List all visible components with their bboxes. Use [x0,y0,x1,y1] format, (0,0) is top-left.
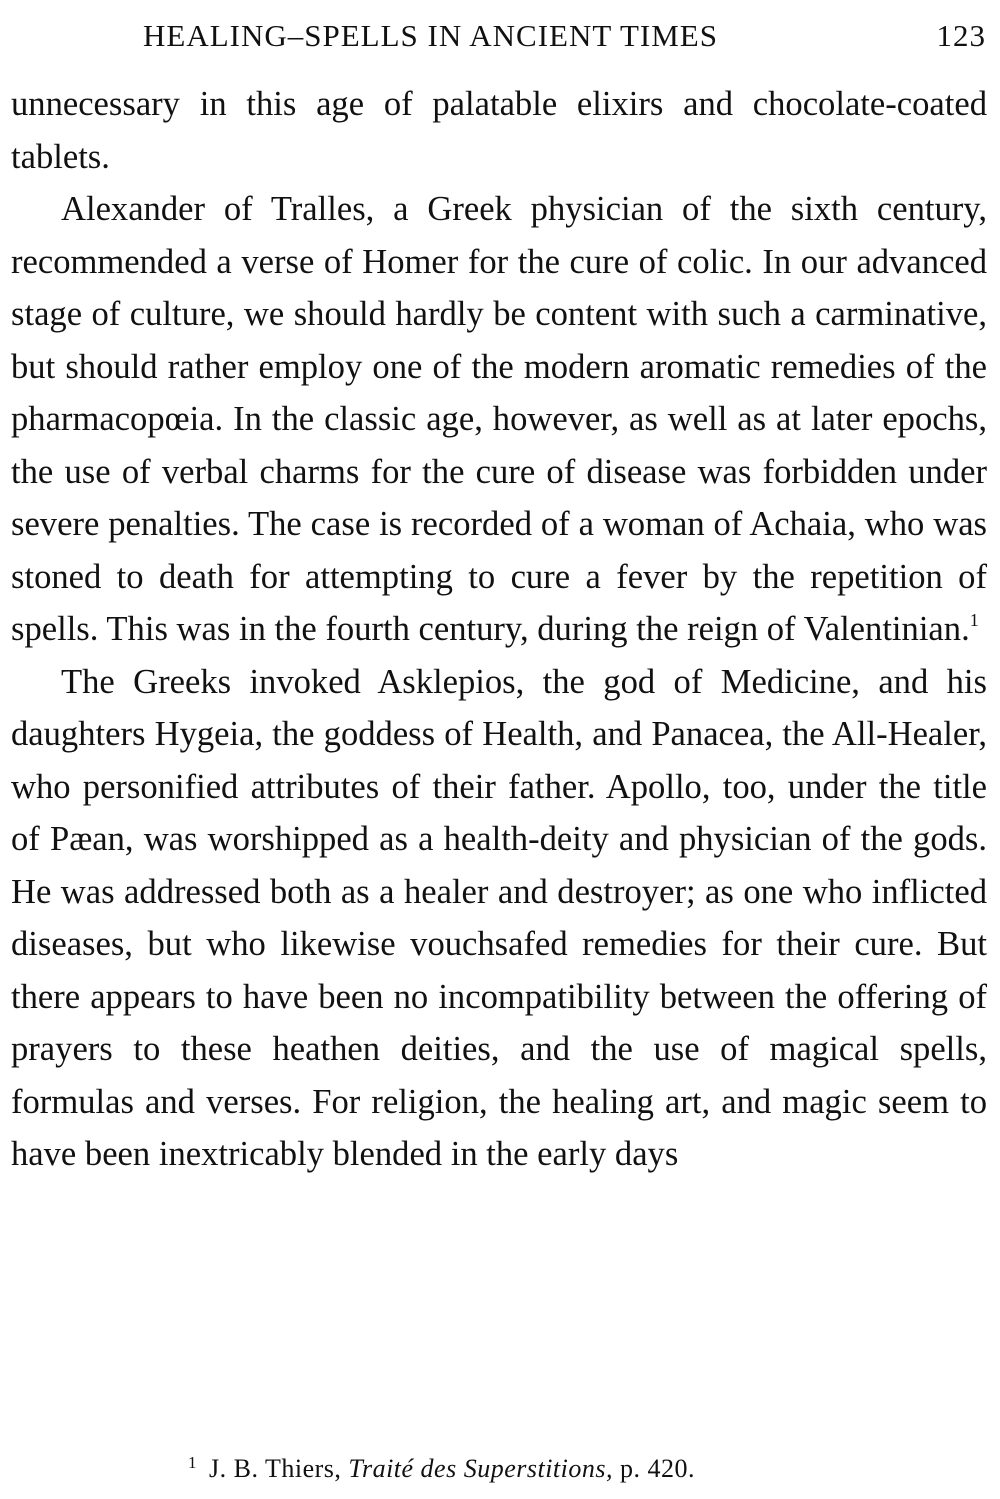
page-number: 123 [936,18,986,53]
body-text [11,78,987,1181]
running-head [0,14,1000,58]
footnote-title: Traité des Superstitions, [348,1454,613,1483]
paragraph-text: Alexander of Tralles, a Greek physician of the sixth century, recommended a verse of Homer for the cure of colic. In our advanced stage of culture, we should hardly be content with such a carminative, but should rather employ one of the modern aromatic remedies of the pharmacopœia. In the classic age, however, as well as at later epochs, the use of verbal charms for the cure of disease was forbidden under severe penalties. The case is recorded of a woman of Achaia, who was stoned to death for attempting to cure a fever by the repetition of spells. This was in the fourth century, during the reign of Valentinian. [11,190,987,648]
footnote-author: J. B. Thiers, [209,1454,342,1483]
paragraph-greeks [11,656,987,1181]
paragraph-continued [11,78,987,183]
running-title: HEALING–SPELLS IN ANCIENT TIMES [143,18,718,53]
footnote [188,1446,948,1486]
footnote-reference[interactable]: 1 [969,610,979,630]
footnote-page: p. 420. [620,1454,695,1483]
footnote-mark: 1 [188,1453,197,1472]
paragraph-alexander [11,183,987,656]
paragraph-text: The Greeks invoked Asklepios, the god of Medicine, and his daughters Hygeia, the goddess of Health, and Panacea, the All-Healer, who personified attributes of their father. Apollo, too, under the title of Pæan, was worshipped as a health-deity and physician of the gods. He was addressed both as a healer and destroyer; as one who inflicted diseases, but who likewise vouchsafed remedies for their cure. But there appears to have been no incompatibility between the offering of prayers to these heathen deities, and the use of magical spells, formulas and verses. For religion, the healing art, and magic seem to have been inextricably blended in the early days [11,662,987,1173]
paragraph-text: unnecessary in this age of palatable elixirs and chocolate-coated tablets. [11,85,987,176]
